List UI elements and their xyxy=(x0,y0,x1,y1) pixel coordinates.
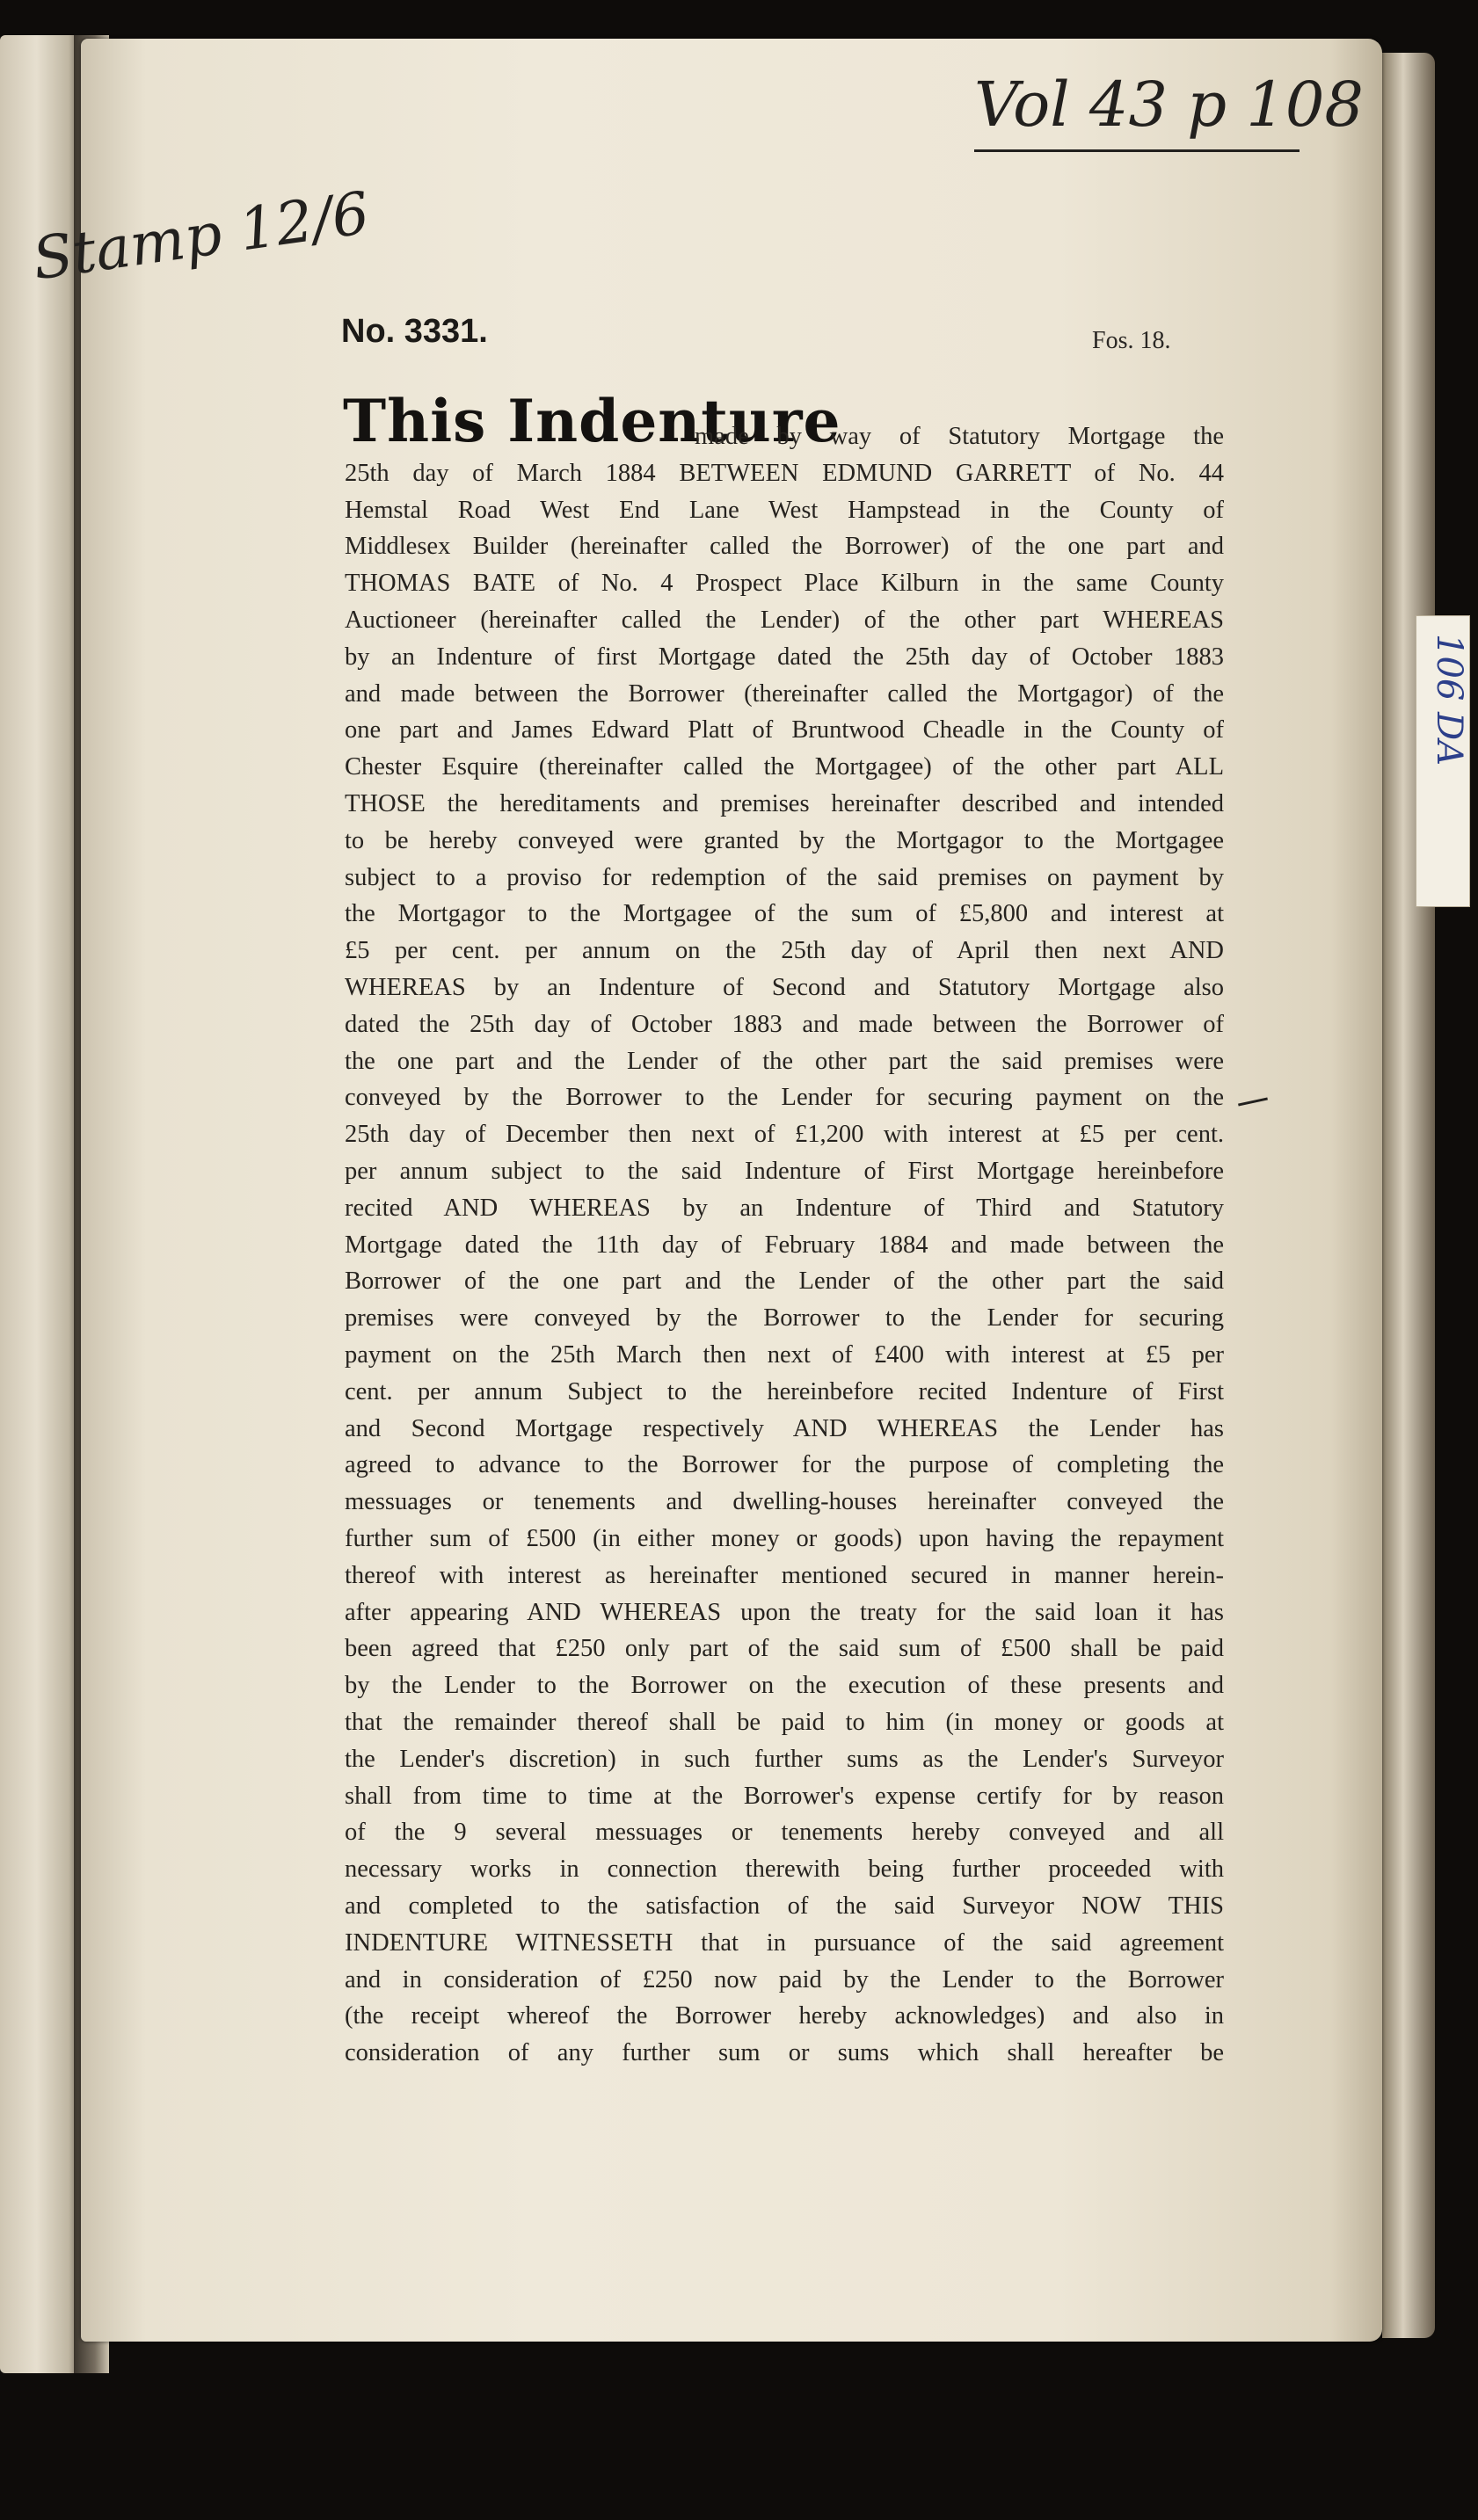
body-line: to be hereby conveyed were granted by the Mortgagor to the Mortgagee xyxy=(345,826,1224,854)
body-line: Middlesex Builder (hereinafter called the Borrower) of the one part and xyxy=(345,533,1224,561)
body-line: and made between the Borrower (thereinafter called the Mortgagor) of the xyxy=(345,679,1224,708)
page-edge xyxy=(1382,53,1435,2338)
volume-reference-note: Vol 43 p 108 xyxy=(974,69,1364,141)
volume-reference-underline xyxy=(974,149,1300,152)
body-line: cent. per annum Subject to the hereinbefore recited Indenture of First xyxy=(345,1377,1224,1405)
body-line: thereof with interest as hereinafter mentioned secured in manner herein- xyxy=(345,1561,1224,1589)
body-line: the one part and the Lender of the other part the said premises were xyxy=(345,1047,1224,1075)
body-line: Mortgage dated the 11th day of February 1884 and made between the xyxy=(345,1231,1224,1259)
body-line: dated the 25th day of October 1883 and made between the Borrower of xyxy=(345,1010,1224,1038)
stamp-duty-note: Stamp 12/6 xyxy=(28,178,374,294)
document-number: No. 3331. xyxy=(341,313,488,350)
body-line: per annum subject to the said Indenture of First Mortgage hereinbefore xyxy=(345,1158,1224,1185)
body-line: agreed to advance to the Borrower for the purpose of completing the xyxy=(345,1451,1224,1479)
body-line: £5 per cent. per annum on the 25th day of April then next AND xyxy=(345,937,1224,965)
body-line: one part and James Edward Platt of Bruntwood Cheadle in the County of xyxy=(345,716,1224,744)
body-line: (the receipt whereof the Borrower hereby acknowledges) and also in xyxy=(345,2002,1224,2030)
body-line: 25th day of December then next of £1,200 with interest at £5 per cent. xyxy=(345,1121,1224,1149)
body-line: conveyed by the Borrower to the Lender for securing payment on the xyxy=(345,1084,1224,1112)
body-line: 25th day of March 1884 BETWEEN EDMUND GARRETT of No. 44 xyxy=(345,459,1224,487)
body-line: Borrower of the one part and the Lender of the other part the said xyxy=(345,1267,1224,1296)
body-line: INDENTURE WITNESSETH that in pursuance of the said agreement xyxy=(345,1928,1224,1957)
facing-page xyxy=(0,35,81,2373)
body-line: Chester Esquire (thereinafter called the Mortgagee) of the other part ALL xyxy=(345,753,1224,781)
body-line: by an Indenture of first Mortgage dated the 25th day of October 1883 xyxy=(345,643,1224,671)
body-line: that the remainder thereof shall be paid to him (in money or goods at xyxy=(345,1709,1224,1736)
body-line: the Mortgagor to the Mortgagee of the sum of £5,800 and interest at xyxy=(345,900,1224,928)
body-line: and completed to the satisfaction of the said Surveyor NOW THIS xyxy=(345,1892,1224,1920)
body-line: premises were conveyed by the Borrower to the Lender for securing xyxy=(345,1304,1224,1333)
body-line: consideration of any further sum or sums which shall hereafter be xyxy=(345,2039,1224,2067)
body-line: of the 9 several messuages or tenements hereby conveyed and all xyxy=(345,1819,1224,1847)
body-line: been agreed that £250 only part of the said sum of £500 shall be paid xyxy=(345,1635,1224,1663)
body-line: payment on the 25th March then next of £400 with interest at £5 per xyxy=(345,1341,1224,1369)
body-line: shall from time to time at the Borrower's expense certify for by reason xyxy=(345,1782,1224,1810)
body-line: Auctioneer (hereinafter called the Lender) of the other part WHEREAS xyxy=(345,606,1224,634)
body-line: after appearing AND WHEREAS upon the treaty for the said loan it has xyxy=(345,1598,1224,1626)
folio-count: Fos. 18. xyxy=(1092,327,1171,354)
side-tab-note: 106 DA xyxy=(1429,634,1469,766)
body-line: and in consideration of £250 now paid by the Lender to the Borrower xyxy=(345,1965,1224,1993)
body-line: made by way of Statutory Mortgage the xyxy=(695,423,1224,450)
body-line: recited AND WHEREAS by an Indenture of Third and Statutory xyxy=(345,1194,1224,1222)
side-tab-slip xyxy=(1416,615,1470,907)
body-line: and Second Mortgage respectively AND WHEREAS the Lender has xyxy=(345,1414,1224,1442)
body-line: THOSE the hereditaments and premises hereinafter described and intended xyxy=(345,790,1224,817)
body-line: WHEREAS by an Indenture of Second and Statutory Mortgage also xyxy=(345,974,1224,1001)
body-line: messuages or tenements and dwelling-houses hereinafter conveyed the xyxy=(345,1488,1224,1516)
body-line: further sum of £500 (in either money or goods) upon having the repayment xyxy=(345,1525,1224,1552)
body-line: subject to a proviso for redemption of the said premises on payment by xyxy=(345,863,1224,891)
body-line: the Lender's discretion) in such further sums as the Lender's Surveyor xyxy=(345,1745,1224,1773)
body-line: by the Lender to the Borrower on the execution of these presents and xyxy=(345,1672,1224,1700)
indenture-heading: This Indenture xyxy=(343,387,841,455)
body-line: THOMAS BATE of No. 4 Prospect Place Kilburn in the same County xyxy=(345,570,1224,598)
body-line: Hemstal Road West End Lane West Hampstead in the County of xyxy=(345,496,1224,524)
body-line: necessary works in connection therewith being further proceeded with xyxy=(345,1856,1224,1884)
